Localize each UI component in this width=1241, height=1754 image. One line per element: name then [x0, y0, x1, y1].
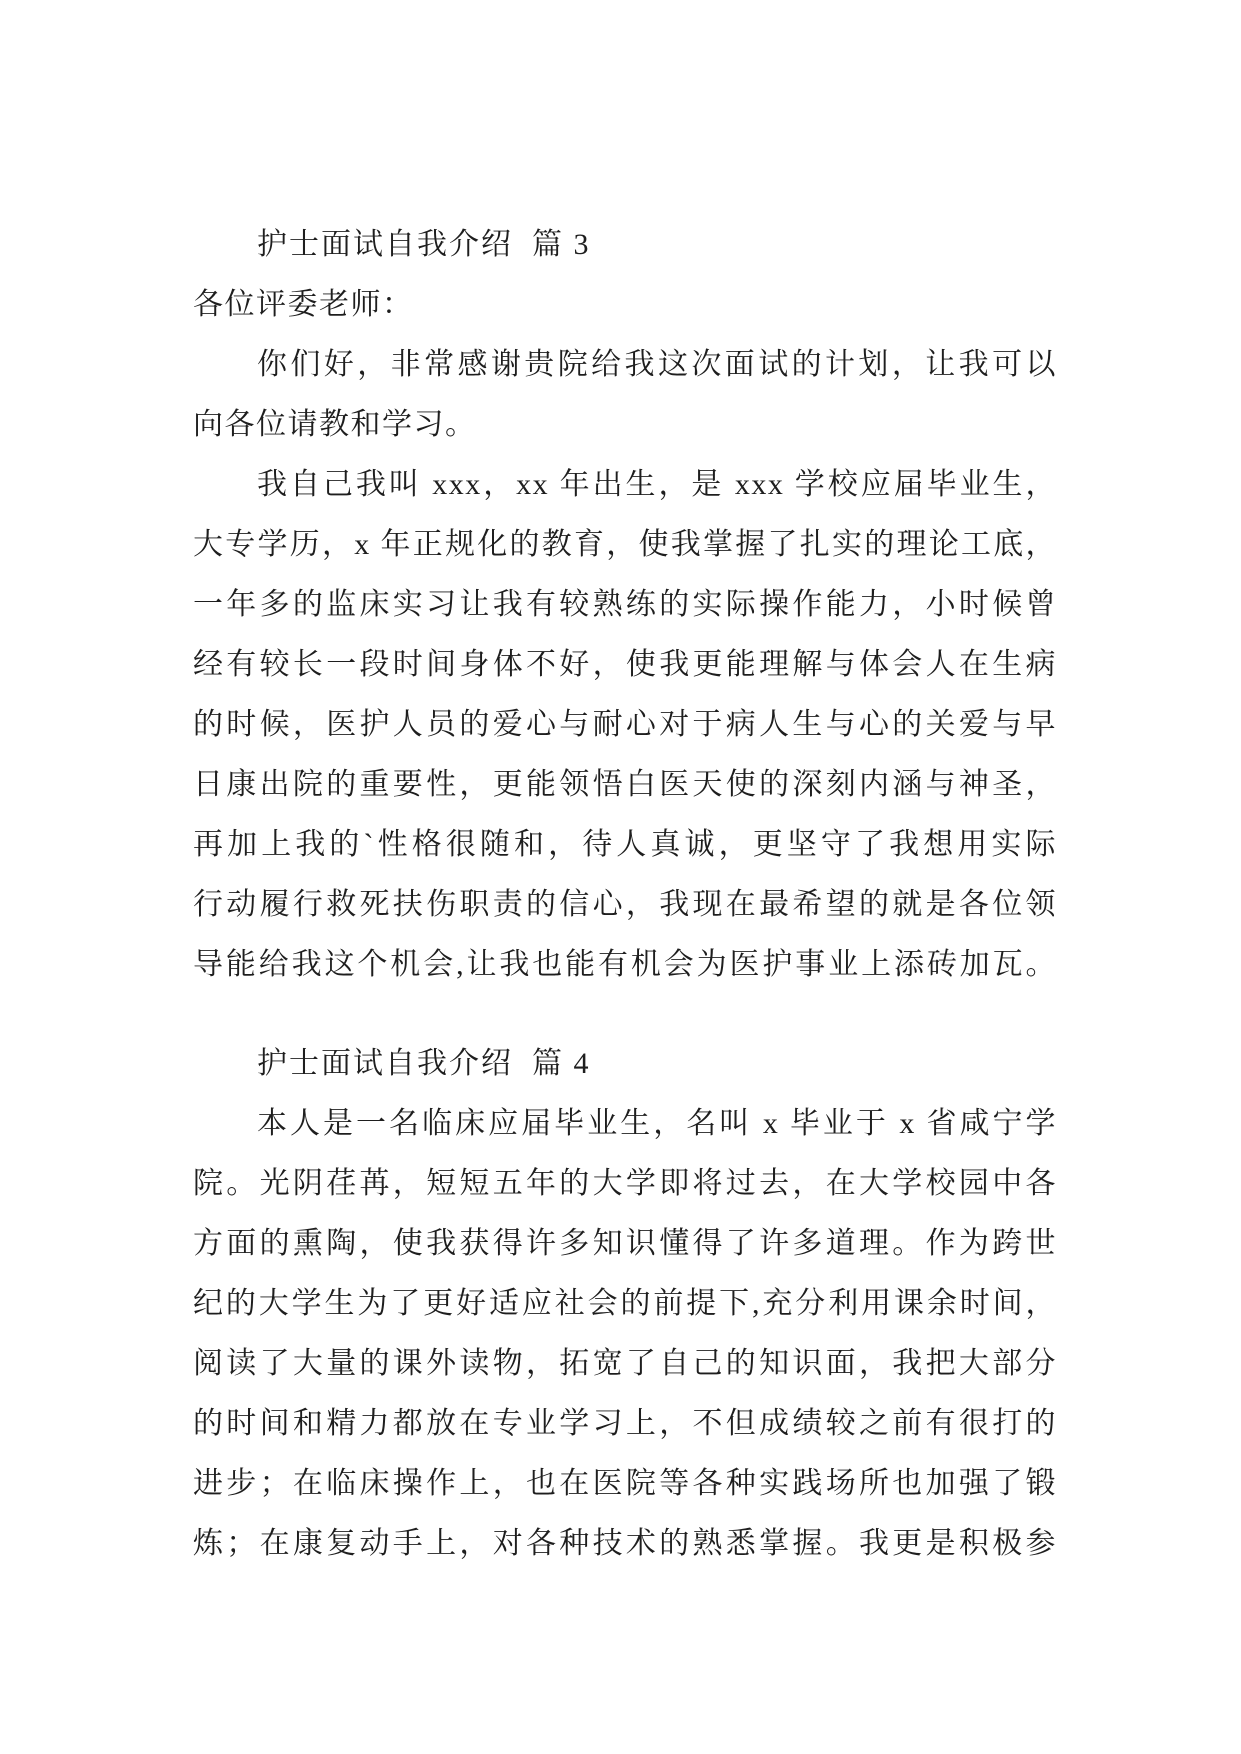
paragraph-line: 炼；在康复动手上，对各种技术的熟悉掌握。我更是积极参: [193, 1527, 1057, 1560]
paragraph-line: 行动履行救死扶伤职责的信心，我现在最希望的就是各位领: [193, 888, 1057, 921]
paragraph-line: 经有较长一段时间身体不好，使我更能理解与体会人在生病: [193, 648, 1057, 681]
section-3: [193, 215, 1057, 995]
paragraph-line: 一年多的监床实习让我有较熟练的实际操作能力，小时候曾: [193, 588, 1057, 621]
paragraph-line: 日康出院的重要性，更能领悟白医天使的深刻内涵与神圣，: [193, 768, 1057, 801]
paragraph-line: 大专学历，x 年正规化的教育，使我掌握了扎实的理论工底，: [193, 528, 1057, 561]
section-4: [193, 1034, 1057, 1574]
paragraph-line: 的时候，医护人员的爱心与耐心对于病人生与心的关爱与早: [193, 708, 1057, 741]
paragraph-line: 阅读了大量的课外读物，拓宽了自己的知识面，我把大部分: [193, 1347, 1057, 1380]
paragraph-line: 向各位请教和学习。: [193, 408, 477, 441]
paragraph-line: 方面的熏陶，使我获得许多知识懂得了许多道理。作为跨世: [193, 1227, 1057, 1260]
paragraph-line: 导能给我这个机会,让我也能有机会为医护事业上添砖加瓦。: [193, 948, 1057, 981]
paragraph-line: 的时间和精力都放在专业学习上，不但成绩较之前有很打的: [193, 1407, 1057, 1440]
paragraph-line: 院。光阴荏苒，短短五年的大学即将过去，在大学校园中各: [193, 1167, 1057, 1200]
salutation-line: 各位评委老师：: [193, 288, 414, 321]
paragraph-line: 纪的大学生为了更好适应社会的前提下,充分利用课余时间，: [193, 1287, 1057, 1320]
paragraph-line: 你们好，非常感谢贵院给我这次面试的计划，让我可以: [257, 348, 1057, 381]
paragraph-line: 再加上我的`性格很随和，待人真诚，更坚守了我想用实际: [193, 828, 1057, 861]
section-heading: 护士面试自我介绍 篇 4: [257, 1047, 591, 1080]
section-heading: 护士面试自我介绍 篇 3: [257, 228, 591, 261]
document-body: [193, 215, 1057, 1574]
paragraph-line: 进步；在临床操作上，也在医院等各种实践场所也加强了锻: [193, 1467, 1057, 1500]
paragraph-line: 本人是一名临床应届毕业生，名叫 x 毕业于 x 省咸宁学: [257, 1107, 1057, 1140]
paragraph-line: 我自己我叫 xxx，xx 年出生，是 xxx 学校应届毕业生，: [257, 468, 1057, 501]
